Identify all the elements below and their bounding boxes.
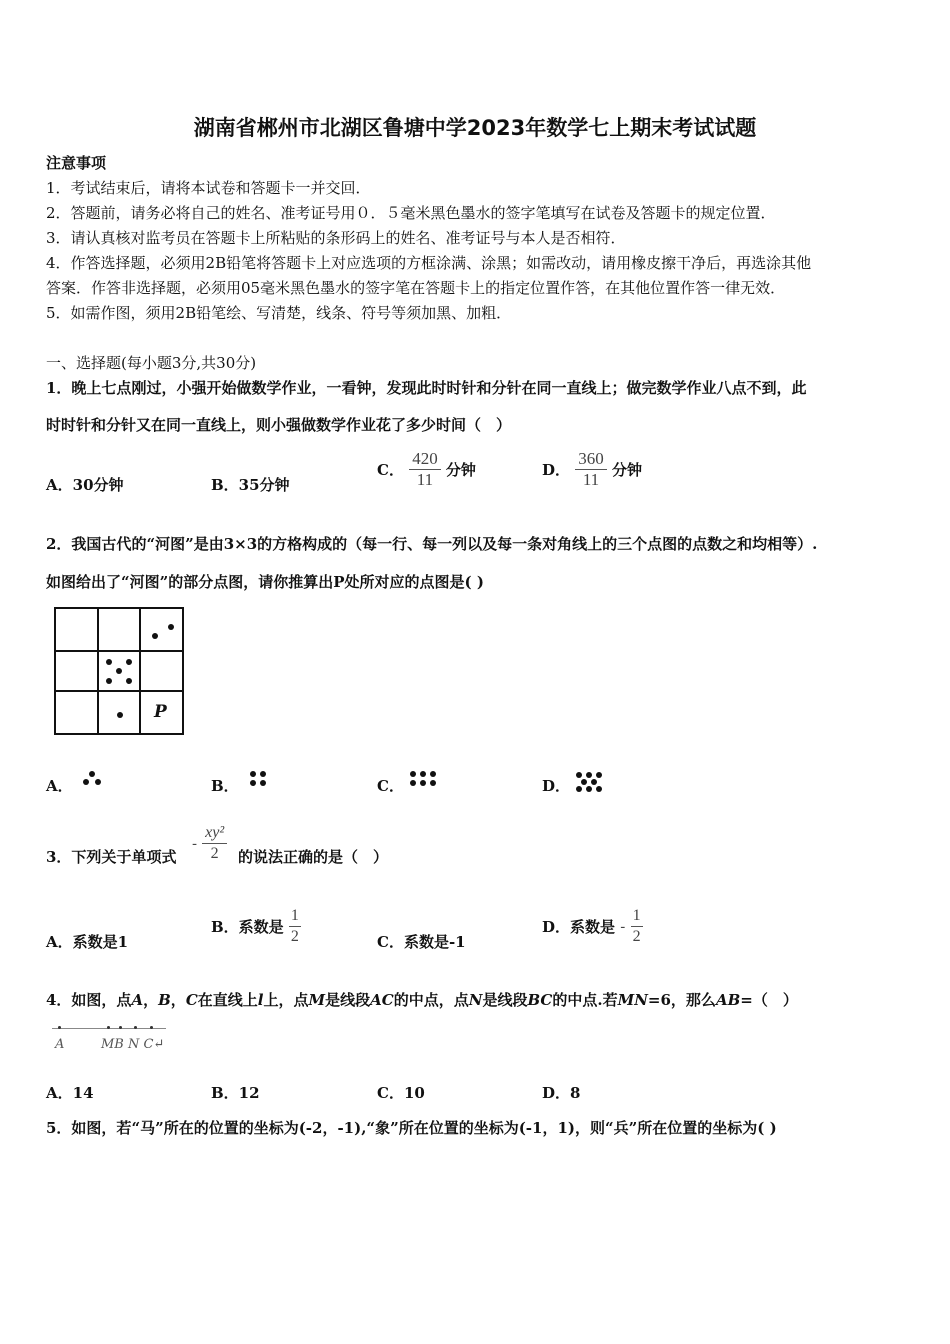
fraction — [202, 823, 227, 864]
pattern-dot — [83, 779, 89, 785]
text: 4．如图，点 — [46, 991, 132, 1009]
notice-item: 5．如需作图，须用2B铅笔绘、写清楚，线条、符号等须加黑、加粗． — [46, 304, 512, 322]
var: M — [308, 991, 326, 1009]
option-a: A．系数是1 — [46, 933, 129, 951]
question-4-stem — [46, 989, 798, 1010]
text: 的中点.若 — [552, 991, 618, 1009]
var: AC — [370, 991, 394, 1009]
var: N — [468, 991, 483, 1009]
dot-pattern-a — [82, 770, 104, 788]
grid-p-label: P — [154, 702, 167, 722]
option-b: B．35分钟 — [211, 476, 290, 494]
text: ， — [143, 991, 159, 1009]
option-label: B．系数是 — [211, 918, 284, 936]
text: 是线段 — [482, 991, 528, 1009]
question-3-stem-pre: 3．下列关于单项式 — [46, 848, 177, 866]
text: =6，那么 — [647, 991, 716, 1009]
question-1-line: 时时针和分针又在同一直线上，则小强做数学作业花了多少时间（ ） — [46, 416, 512, 434]
option-c — [377, 449, 476, 490]
fraction — [289, 906, 301, 947]
option-b: B． — [211, 777, 239, 795]
grid-dot — [168, 624, 174, 630]
option-label: D． — [542, 461, 571, 479]
option-a: A．14 — [46, 1084, 94, 1102]
pattern-dot — [410, 771, 416, 777]
grid-dot — [117, 712, 123, 718]
point-n-marker — [134, 1026, 137, 1029]
text: 是线段 — [325, 991, 371, 1009]
pattern-dot — [576, 786, 582, 792]
question-1-line: 1．晚上七点刚过，小强开始做数学作业，一看钟，发现此时时针和分针在同一直线上；做完数学作业八点不到，此 — [46, 379, 807, 397]
pattern-dot — [586, 772, 592, 778]
pattern-dot — [89, 771, 95, 777]
option-c: C．10 — [377, 1084, 425, 1102]
option-unit: 分钟 — [445, 461, 476, 479]
fraction — [575, 449, 607, 490]
text: ， — [170, 991, 186, 1009]
grid-dot — [106, 659, 112, 665]
grid-dot — [126, 678, 132, 684]
dot-pattern-d — [575, 771, 605, 795]
grid-dot — [152, 633, 158, 639]
pattern-dot — [420, 771, 426, 777]
fraction-numerator: 1 — [289, 906, 301, 927]
option-d — [542, 449, 642, 490]
grid-dot — [126, 659, 132, 665]
question-2-line: 2．我国古代的“河图”是由3×3的方格构成的（每一行、每一列以及每一条对角线上的三个点图的点数之和均相等）. — [46, 535, 818, 553]
option-d: D． — [542, 777, 571, 795]
var: B — [158, 991, 171, 1009]
var: A — [131, 991, 144, 1009]
option-d: D．8 — [542, 1084, 581, 1102]
question-5-line: 5．如图，若“马”所在的位置的坐标为(-2，-1),“象”所在位置的坐标为(-1，1)，则“兵”所在位置的坐标为( ) — [46, 1119, 777, 1137]
notice-heading: 注意事项 — [46, 154, 107, 172]
grid-line — [139, 609, 141, 733]
fraction — [409, 449, 441, 490]
pattern-dot — [586, 786, 592, 792]
grid-line — [56, 690, 182, 692]
option-c: C．系数是-1 — [377, 933, 466, 951]
fraction-denominator: 11 — [582, 470, 600, 489]
monomial — [192, 823, 227, 864]
pattern-dot — [596, 786, 602, 792]
question-3-stem-post: 的说法正确的是（ ） — [238, 848, 389, 866]
fraction-numerator: 1 — [631, 906, 643, 927]
text: =（ ） — [740, 991, 798, 1009]
option-label: C． — [377, 461, 404, 479]
point-a-marker — [58, 1026, 61, 1029]
pattern-dot — [250, 780, 256, 786]
pattern-dot — [430, 780, 436, 786]
pattern-dot — [95, 779, 101, 785]
text: 的中点，点 — [393, 991, 469, 1009]
section-heading: 一、选择题(每小题3分,共30分) — [46, 354, 257, 372]
fraction-denominator: 2 — [210, 845, 219, 862]
var: MN — [617, 991, 648, 1009]
fraction — [631, 906, 643, 947]
pattern-dot — [260, 771, 266, 777]
notice-item: 答案．作答非选择题，必须用05毫米黑色墨水的签字笔在答题卡上的指定位置作答，在其他位置作答一律无效． — [46, 279, 786, 297]
var: C — [185, 991, 198, 1009]
pattern-dot — [260, 780, 266, 786]
pattern-dot — [576, 772, 582, 778]
notice-item: 4．作答选择题，必须用2B铅笔将答题卡上对应选项的方框涂满、涂黑；如需改动，请用橡皮擦干净后，再选涂其他 — [46, 254, 812, 272]
dot-pattern-c — [409, 770, 439, 788]
pattern-dot — [410, 780, 416, 786]
figure-label-mbnc: MB N C↵ — [101, 1037, 165, 1052]
grid-dot — [106, 678, 112, 684]
fraction-numerator: 420 — [409, 449, 441, 470]
dot-pattern-b — [249, 770, 269, 788]
fraction-denominator: 2 — [632, 928, 641, 945]
var: BC — [527, 991, 553, 1009]
grid-line — [56, 650, 182, 652]
option-a: A． — [46, 777, 73, 795]
pattern-dot — [420, 780, 426, 786]
pattern-dot — [250, 771, 256, 777]
minus-sign: - — [192, 834, 198, 853]
point-m-marker — [107, 1026, 110, 1029]
pattern-dot — [581, 779, 587, 785]
option-d — [542, 906, 643, 947]
grid-dot — [116, 668, 122, 674]
fraction-numerator: xy² — [202, 823, 227, 844]
option-b — [211, 906, 301, 947]
fraction-denominator: 11 — [416, 470, 434, 489]
text: 上，点 — [263, 991, 309, 1009]
option-b: B．12 — [211, 1084, 260, 1102]
pattern-dot — [596, 772, 602, 778]
minus-sign: - — [620, 917, 626, 936]
option-c: C． — [377, 777, 404, 795]
point-c-marker — [150, 1026, 153, 1029]
page-title: 湖南省郴州市北湖区鲁塘中学2023年数学七上期末考试试题 — [193, 116, 757, 140]
option-unit: 分钟 — [611, 461, 642, 479]
pattern-dot — [591, 779, 597, 785]
text: 在直线上 — [197, 991, 258, 1009]
hetu-grid-figure — [54, 607, 184, 735]
pattern-dot — [430, 771, 436, 777]
notice-item: 2．答题前，请务必将自己的姓名、准考证号用０．５毫米黑色墨水的签字笔填写在试卷及答题卡的规定位置． — [46, 204, 776, 222]
var: AB — [715, 991, 741, 1009]
option-a: A．30分钟 — [46, 476, 124, 494]
question-2-line: 如图给出了“河图”的部分点图，请你推算出P处所对应的点图是( ) — [46, 573, 484, 591]
var: l — [257, 991, 264, 1009]
option-label: D．系数是 — [542, 918, 616, 936]
fraction-denominator: 2 — [290, 928, 299, 945]
grid-line — [97, 609, 99, 733]
fraction-numerator: 360 — [575, 449, 607, 470]
point-b-marker — [119, 1026, 122, 1029]
figure-label-a: A — [55, 1037, 65, 1052]
notice-item: 1．考试结束后，请将本试卷和答题卡一并交回． — [46, 179, 371, 197]
notice-item: 3．请认真核对监考员在答题卡上所粘贴的条形码上的姓名、准考证号与本人是否相符． — [46, 229, 626, 247]
